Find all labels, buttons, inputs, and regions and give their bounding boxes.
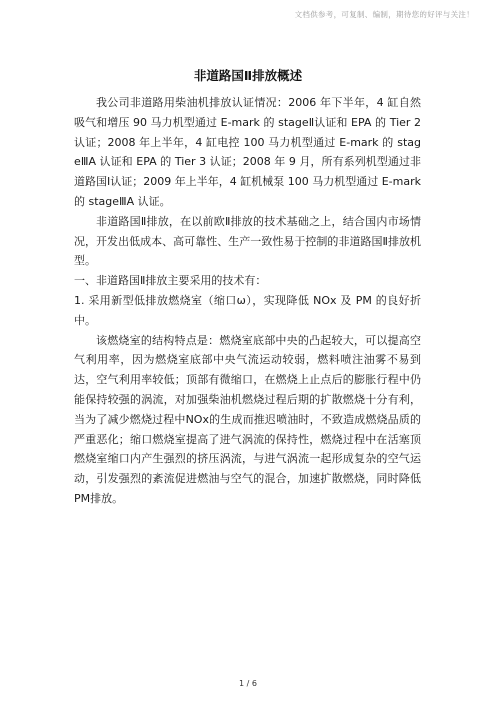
paragraph-overview: 非道路国Ⅱ排放，在以前欧Ⅱ排放的技术基础之上，结合国内市场情况，开发出低成本、高可靠性、生产一致性易于控制的非道路国Ⅱ排放机型。: [74, 214, 421, 268]
document-title: 非道路国Ⅱ排放概述: [193, 68, 303, 83]
section-heading: 一、非道路国Ⅱ排放主要采用的技术有：: [74, 274, 267, 288]
paragraph-certification: 我公司非道路用柴油机排放认证情况：2006 年下半年，4 缸自然吸气和增压 90 马力机型通过 E-mark 的 stageⅡ认证和 EPA 的 Tier 2 认证；2008 年上半年，4 缸电控 100 马力机型通过 E-mark 的 stageⅢA 认证和 EPA 的 Tier 3 认证；2008 年 9 月，所有系列机型通过非道路国Ⅰ认证；2009 年上半年，4 缸机械泵 100 马力机型通过 E-mark 的 stageⅢA 认证。: [74, 96, 421, 208]
header-note: 文档供参考，可复制、编制，期待您的好评与关注！: [294, 10, 474, 19]
list-item-1: 1. 采用新型低排放燃烧室（缩口ω），实现降低 NOx 及 PM 的良好折中。: [74, 293, 421, 327]
page-number: 1 / 6: [239, 679, 257, 688]
paragraph-combustion-chamber: 该燃烧室的结构特点是：燃烧室底部中央的凸起较大，可以提高空气利用率，因为燃烧室底部中央气流运动较弱，燃料喷注油雾不易到达，空气利用率较低；顶部有微缩口，在燃烧上止点后的膨胀行程中仍能保持较强的涡流，对加强柴油机燃烧过程后期的扩散燃烧十分有利，当为了减少燃烧过程中NOx的生成而推迟喷油时，不致造成燃烧品质的严重恶化；缩口燃烧室提高了进气涡流的保持性，燃烧过程中在活塞顶燃烧室缩口内产生强烈的挤压涡流，与进气涡流一起形成复杂的空气运动，引发强烈的紊流促进燃油与空气的混合，加速扩散燃烧，同时降低PM排放。: [74, 333, 421, 505]
document-body: [74, 93, 421, 509]
